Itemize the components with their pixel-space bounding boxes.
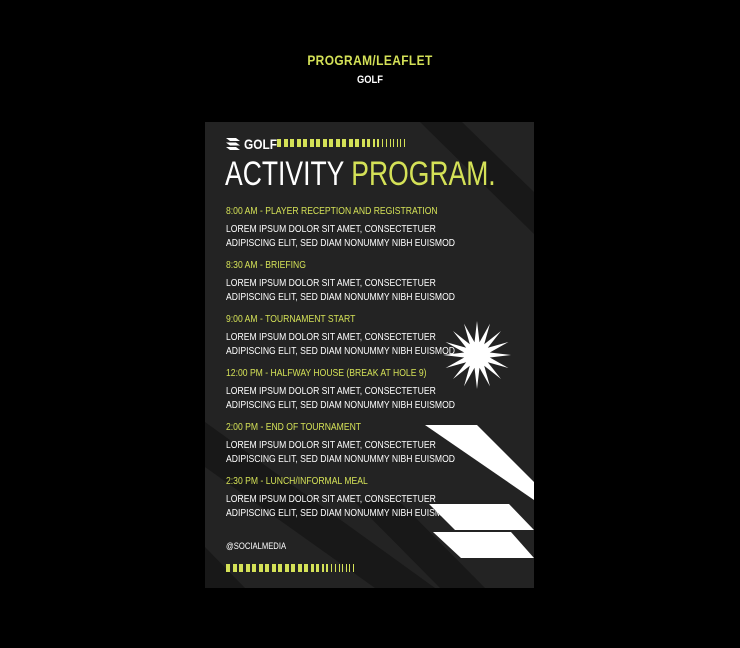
description-line: LOREM IPSUM DOLOR SIT AMET, CONSECTETUER	[226, 439, 436, 451]
schedule-description	[226, 331, 455, 358]
schedule-description	[226, 277, 455, 304]
schedule-time: 8:30 AM - BRIEFING	[226, 259, 306, 271]
schedule-item	[226, 259, 486, 313]
schedule-description	[226, 385, 455, 412]
description-line: LOREM IPSUM DOLOR SIT AMET, CONSECTETUER	[226, 277, 436, 289]
description-line: ADIPISCING ELIT, SED DIAM NONUMMY NIBH EUISMOD	[226, 506, 455, 519]
description-line: ADIPISCING ELIT, SED DIAM NONUMMY NIBH EUISMOD	[226, 236, 455, 249]
schedule-time: 8:00 AM - PLAYER RECEPTION AND REGISTRATION	[226, 205, 438, 217]
top-dash-bar	[277, 139, 405, 147]
description-line: LOREM IPSUM DOLOR SIT AMET, CONSECTETUER	[226, 223, 436, 235]
social-handle: @SOCIALMEDIA	[226, 541, 287, 551]
schedule-description	[226, 223, 455, 250]
schedule-time: 12:00 PM - HALFWAY HOUSE (BREAK AT HOLE 9)	[226, 367, 427, 379]
schedule-item	[226, 205, 486, 259]
schedule-time: 2:00 PM - END OF TOURNAMENT	[226, 421, 362, 433]
brand	[226, 136, 283, 152]
description-line: ADIPISCING ELIT, SED DIAM NONUMMY NIBH EUISMOD	[226, 344, 455, 357]
heading-word-program: PROGRAM.	[351, 155, 496, 193]
schedule-description	[226, 493, 455, 520]
brand-name: GOLF	[244, 136, 278, 152]
page-subtitle: GOLF	[357, 74, 383, 86]
schedule-list	[226, 205, 486, 529]
page-title: PROGRAM/LEAFLET	[307, 52, 433, 68]
bottom-dash-bar	[226, 564, 354, 572]
description-line: LOREM IPSUM DOLOR SIT AMET, CONSECTETUER	[226, 331, 436, 343]
activity-program-heading	[225, 154, 496, 194]
golf-logo-icon	[226, 138, 240, 150]
description-line: ADIPISCING ELIT, SED DIAM NONUMMY NIBH EUISMOD	[226, 398, 455, 411]
description-line: LOREM IPSUM DOLOR SIT AMET, CONSECTETUER	[226, 493, 436, 505]
schedule-item	[226, 475, 486, 529]
schedule-time: 9:00 AM - TOURNAMENT START	[226, 313, 356, 325]
heading-word-activity: ACTIVITY	[225, 155, 344, 193]
schedule-time: 2:30 PM - LUNCH/INFORMAL MEAL	[226, 475, 368, 487]
leaflet	[205, 122, 534, 588]
description-line: ADIPISCING ELIT, SED DIAM NONUMMY NIBH EUISMOD	[226, 290, 455, 303]
description-line: ADIPISCING ELIT, SED DIAM NONUMMY NIBH EUISMOD	[226, 452, 455, 465]
description-line: LOREM IPSUM DOLOR SIT AMET, CONSECTETUER	[226, 385, 436, 397]
schedule-item	[226, 313, 486, 367]
schedule-item	[226, 367, 486, 421]
schedule-item	[226, 421, 486, 475]
schedule-description	[226, 439, 455, 466]
